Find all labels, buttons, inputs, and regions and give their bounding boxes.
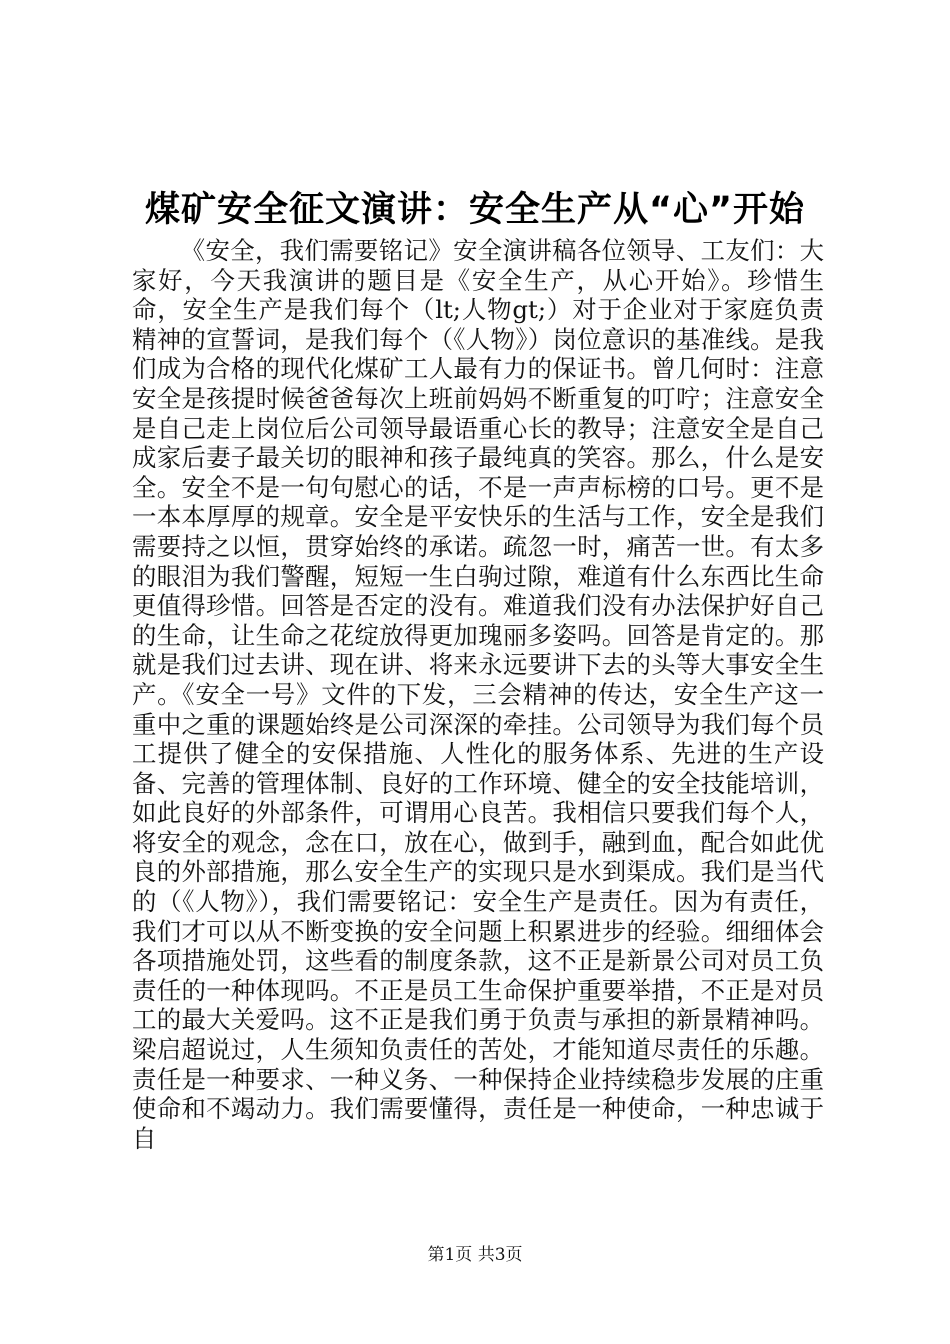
page-number-footer: 第1页 共3页: [427, 1245, 523, 1265]
document-title: 煤矿安全征文演讲：安全生产从“心”开始: [144, 190, 805, 230]
document-body-paragraph: 《安全，我们需要铭记》安全演讲稿各位领导、工友们：大家好，今天我演讲的题目是《安全生产，从心开始》。珍惜生命，安全生产是我们每个（lt;人物gt;）对于企业对于家庭负责精神的宣誓词，是我们每个（《人物》）岗位意识的基准线。是我们成为合格的现代化煤矿工人最有力的保证书。曾几何时：注意安全是孩提时候爸爸每次上班前妈妈不断重复的叮咛；注意安全是自己走上岗位后公司领导最语重心长的教导；注意安全是自己成家后妻子最关切的眼神和孩子最纯真的笑容。那么，什么是安全。安全不是一句句慰心的话，不是一声声标榜的口号。更不是一本本厚厚的规章。安全是平安快乐的生活与工作，安全是我们需要持之以恒，贯穿始终的承诺。疏忽一时，痛苦一世。有太多的眼泪为我们警醒，短短一生白驹过隙，难道有什么东西比生命更值得珍惜。回答是否定的没有。难道我们没有办法保护好自己的生命，让生命之花绽放得更加瑰丽多姿吗。回答是肯定的。那就是我们过去讲、现在讲、将来永远要讲下去的头等大事安全生产。《安全一号》文件的下发，三会精神的传达，安全生产这一重中之重的课题始终是公司深深的牵挂。公司领导为我们每个员工提供了健全的安保措施、人性化的服务体系、先进的生产设备、完善的管理体制、良好的工作环境、健全的安全技能培训，如此良好的外部条件，可谓用心良苦。我相信只要我们每个人，将安全的观念，念在口，放在心，做到手，融到血，配合如此优良的外部措施，那么安全生产的实现只是水到渠成。我们是当代的（《人物》），我们需要铭记：安全生产是责任。因为有责任，我们才可以从不断变换的安全问题上积累进步的经验。细细体会各项措施处罚，这些看的制度条款，这不正是新景公司对员工负责任的一种体现吗。不正是员工生命保护重要举措，不正是对员工的最大关爱吗。这不正是我们勇于负责与承担的新景精神吗。梁启超说过，人生须知负责任的苦处，才能知道尽责任的乐趣。责任是一种要求、一种义务、一种保持企业持续稳步发展的庄重使命和不竭动力。我们需要懂得，责任是一种使命，一种忠诚于自: [132, 236, 824, 1153]
